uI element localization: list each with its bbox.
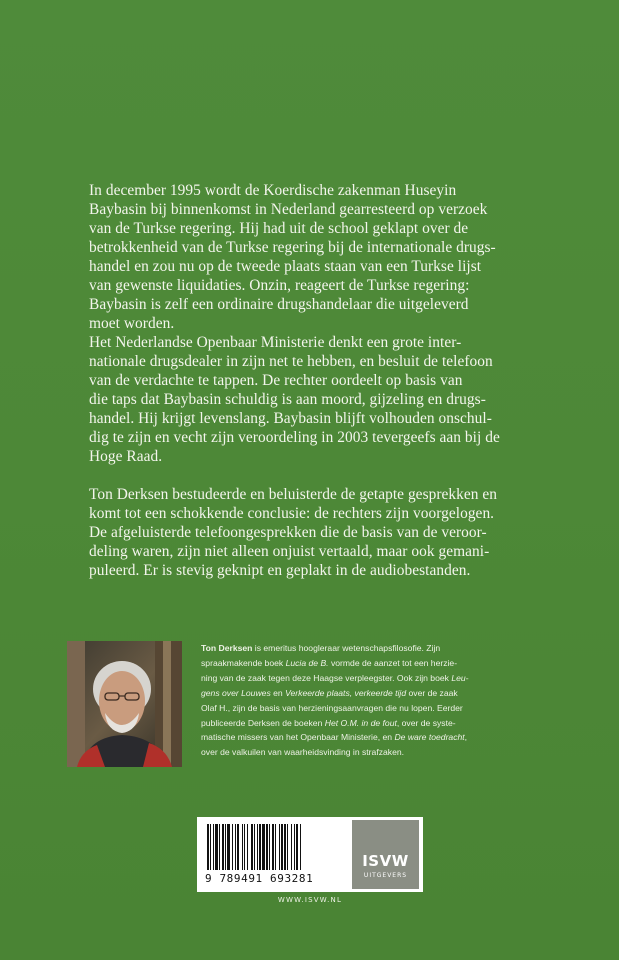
bio-text: over de valkuilen van waarheidsvinding in strafzaken. — [201, 747, 405, 758]
bio-text: spraakmakende boek — [201, 657, 286, 668]
book-title: Leu- — [451, 672, 469, 683]
bio-text: Olaf H., zijn de basis van herzieningsaanvragen die nu lopen. Eerder — [201, 702, 463, 713]
book-title: Het O.M. in de fout — [324, 717, 397, 728]
bio-text: is emeritus hoogleraar wetenschapsfilosofie. Zijn — [252, 643, 441, 653]
bio-line — [201, 716, 581, 731]
bio-text: ning van de zaak tegen deze Haagse verpleegster. Ook zijn boek — [201, 672, 452, 683]
bio-text: , over de syste- — [396, 717, 456, 728]
bio-text: publiceerde Derksen de boeken — [201, 717, 325, 728]
blurb-line: Hoge Raad. — [89, 448, 163, 465]
book-title: Verkeerde plaats, verkeerde tijd — [285, 687, 407, 698]
blurb-line: betrokkenheid van de Turkse regering bij de internationale drugs- — [89, 239, 496, 256]
blurb-line: die taps dat Baybasin schuldig is aan moord, gijzeling en drugs- — [89, 391, 486, 408]
book-title: De ware toedracht — [394, 732, 465, 743]
publisher-logo-text: ISVW — [362, 852, 409, 870]
bio-text: over de zaak — [406, 687, 458, 698]
bio-line — [201, 671, 581, 686]
blurb-line: deling waren, zijn niet alleen onjuist vertaald, maar ook gemani- — [89, 543, 490, 560]
blurb-line: Baybasin bij binnenkomst in Nederland gearresteerd op verzoek — [89, 201, 488, 218]
blurb-paragraph-1 — [89, 181, 529, 466]
bio-text: matische missers van het Openbaar Ministerie, en — [201, 732, 395, 743]
isbn-number: 9 789491 693281 — [205, 872, 314, 885]
bio-line — [201, 730, 581, 745]
author-portrait — [67, 641, 182, 767]
blurb-line: In december 1995 wordt de Koerdische zakenman Huseyin — [89, 182, 457, 199]
blurb-line: De afgeluisterde telefoongesprekken die de basis van de veroor- — [89, 524, 487, 541]
publisher-tagline: UITGEVERS — [363, 872, 408, 879]
blurb-line: Het Nederlandse Openbaar Ministerie denkt een grote inter- — [89, 334, 462, 351]
blurb-line: van gewenste liquidaties. Onzin, reageert de Turkse regering: — [89, 277, 470, 294]
bio-text: , — [464, 732, 468, 743]
book-title: Lucia de B. — [285, 657, 329, 668]
author-bio — [201, 641, 581, 760]
blurb-line: nationale drugsdealer in zijn net te hebben, en besluit de telefoon — [89, 353, 493, 370]
blurb-line: Baybasin is zelf een ordinaire drugshandelaar die uitgeleverd — [89, 296, 469, 313]
back-cover-blurb — [89, 181, 529, 580]
blurb-line: komt tot een schokkende conclusie: de rechters zijn voorgelogen. — [89, 505, 495, 522]
bio-line — [201, 686, 581, 701]
book-title: gens over Louwes — [201, 687, 271, 698]
author-portrait-image — [67, 641, 182, 767]
publisher-url: WWW.ISVW.NL — [277, 896, 343, 904]
publisher-logo — [352, 820, 419, 889]
bio-line — [201, 701, 581, 716]
author-name: Ton Derksen — [201, 643, 253, 653]
blurb-line: handel. Hij krijgt levenslang. Baybasin blijft volhouden onschul- — [89, 410, 492, 427]
blurb-line: Ton Derksen bestudeerde en beluisterde de getapte gesprekken en — [89, 486, 498, 503]
isbn-barcode-panel — [197, 817, 423, 892]
bio-text: en — [270, 687, 286, 698]
bio-line — [201, 656, 581, 671]
blurb-line: van de verdachte te tappen. De rechter oordeelt op basis van — [89, 372, 463, 389]
blurb-line: puleerd. Er is stevig geknipt en geplakt in de audiobestanden. — [89, 562, 471, 579]
bio-line — [201, 745, 581, 760]
blurb-line: moet worden. — [89, 315, 175, 332]
barcode-icon — [207, 824, 347, 872]
bio-text: vormde de aanzet tot een herzie- — [328, 657, 458, 668]
blurb-line: van de Turkse regering. Hij had uit de school geklapt over de — [89, 220, 469, 237]
blurb-paragraph-2 — [89, 485, 529, 580]
bio-line — [201, 641, 581, 656]
blurb-line: dig te zijn en vecht zijn veroordeling in 2003 tevergeefs aan bij de — [89, 429, 500, 446]
blurb-line: handel en zou nu op de tweede plaats staan van een Turkse lijst — [89, 258, 482, 275]
